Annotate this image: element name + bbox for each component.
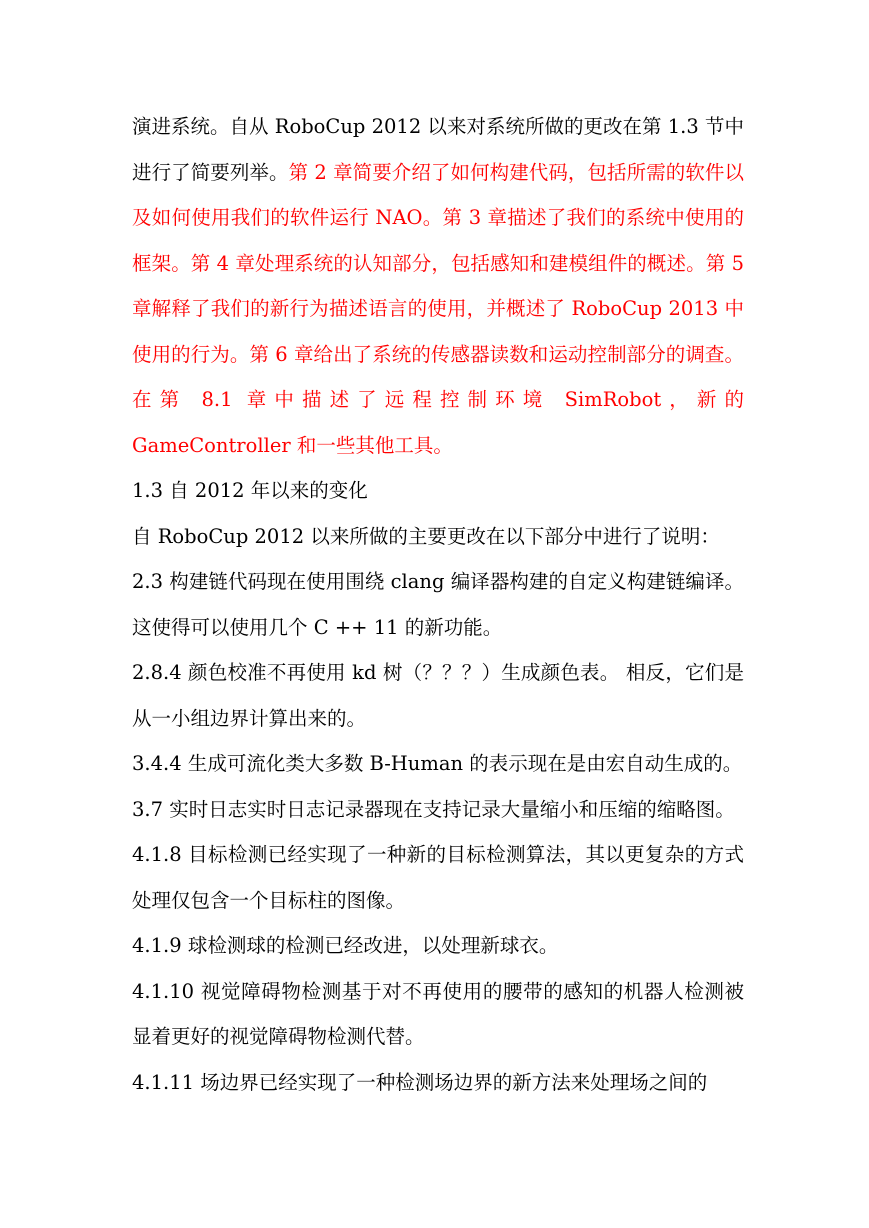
section-intro: 自 RoboCup 2012 以来所做的主要更改在以下部分中进行了说明： [132, 524, 720, 548]
intro-text: 演进系统。自从 RoboCup 2012 以来对系统所做的更改在第 1.3 节中进行了简要列举。 [132, 115, 744, 184]
section-heading: 1.3 自 2012 年以来的变化 [132, 479, 368, 502]
change-item: 4.1.9 球检测球的检测已经改进，以处理新球衣。 [132, 934, 559, 957]
change-item: 2.3 构建链代码现在使用围绕 clang 编译器构建的自定义构建链编译。这使得可以使用几个 C ++ 11 的新功能。 [132, 570, 744, 639]
document-page [132, 104, 744, 1105]
change-item: 3.4.4 生成可流化类大多数 B-Human 的表示现在是由宏自动生成的。 [132, 752, 743, 775]
change-item: 3.7 实时日志实时日志记录器现在支持记录大量缩小和压缩的缩略图。 [132, 797, 735, 821]
change-item: 4.1.10 视觉障碍物检测基于对不再使用的腰带的感知的机器人检测被显着更好的视觉障碍物检测代替。 [132, 979, 744, 1048]
intro-highlighted-text: 第 2 章简要介绍了如何构建代码，包括所需的软件以及如何使用我们的软件运行 NAO。第 3 章描述了我们的系统中使用的框架。第 4 章处理系统的认知部分，包括感知和建模组件的概述。第 5 章解释了我们的新行为描述语言的使用，并概述了 RoboCup 2013 中使用的行为。第 6 章给出了系统的传感器读数和运动控制部分的调查。在第 8.1 章中描述了远程控制环境 SimRobot，新的 GameController 和一些其他工具。 [132, 160, 744, 457]
change-item: 4.1.8 目标检测已经实现了一种新的目标检测算法，其以更复杂的方式处理仅包含一个目标柱的图像。 [132, 843, 744, 912]
change-item: 4.1.11 场边界已经实现了一种检测场边界的新方法来处理场之间的 [132, 1070, 708, 1094]
change-item: 2.8.4 颜色校准不再使用 kd 树（？？？）生成颜色表。 相反，它们是从一小组边界计算出来的。 [132, 661, 744, 730]
intro-paragraph [132, 104, 744, 468]
